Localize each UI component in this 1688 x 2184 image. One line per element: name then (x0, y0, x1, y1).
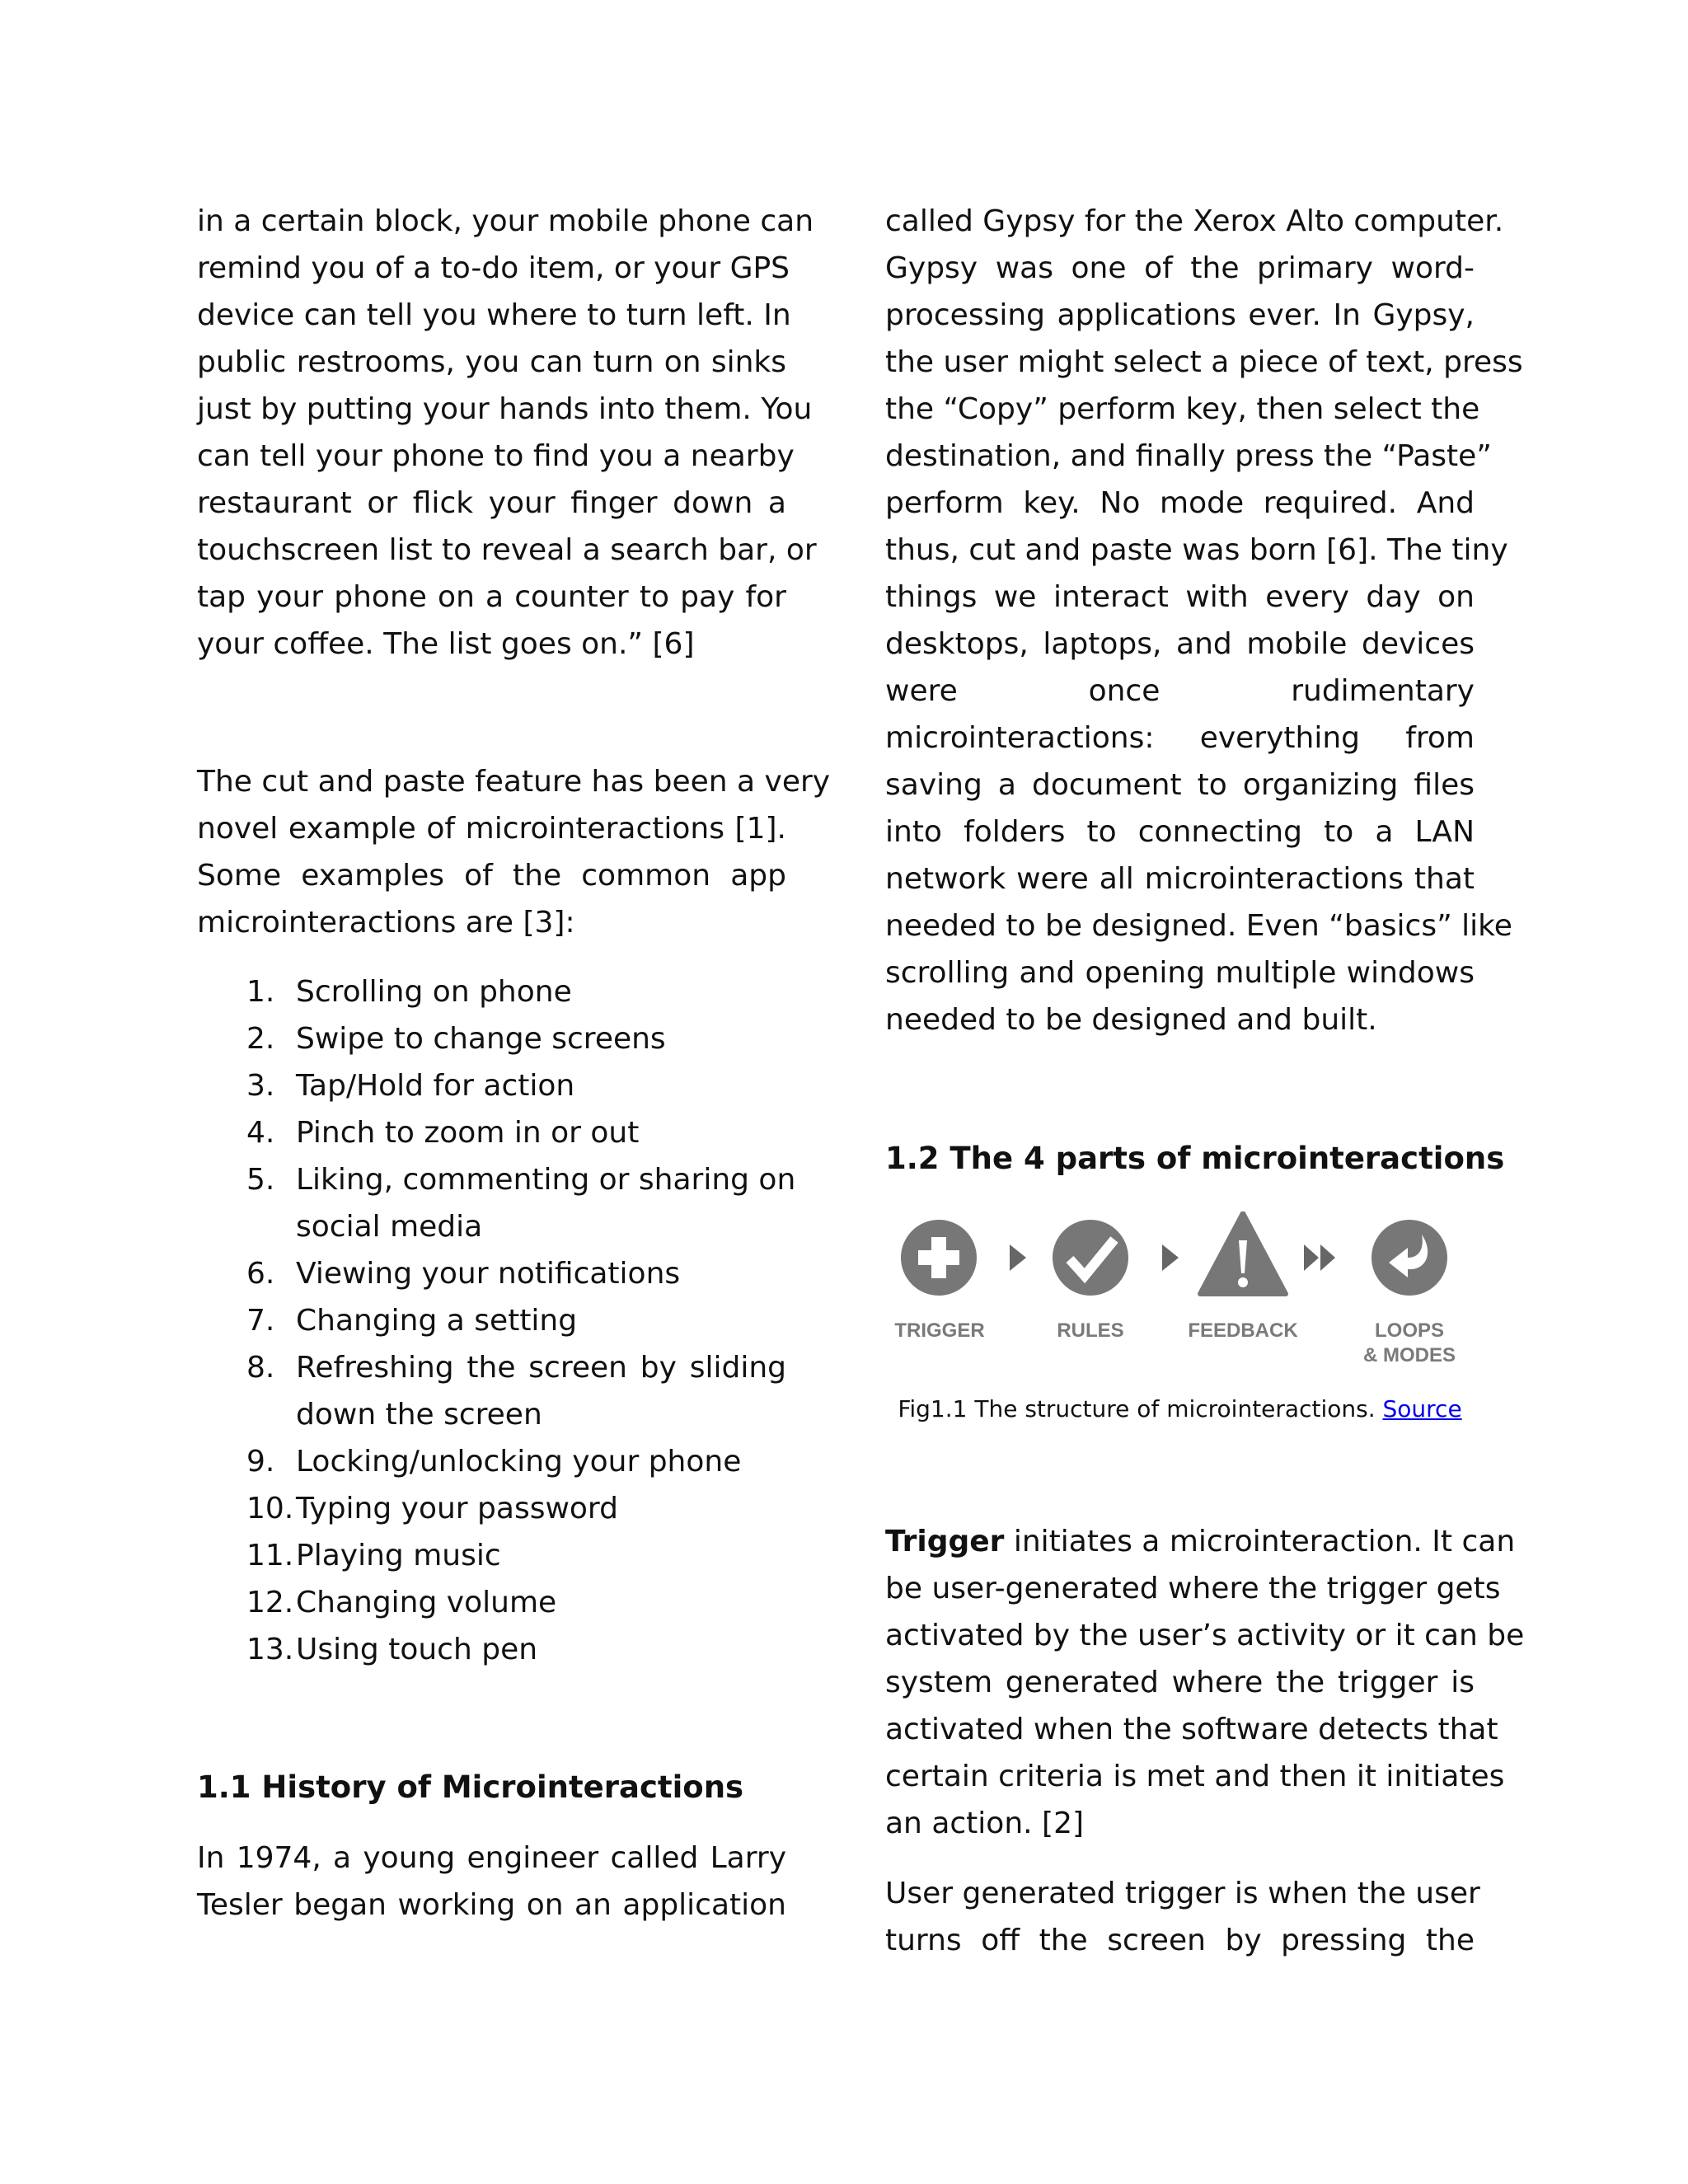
text-line: thus, cut and paste was born [6]. The tiny (885, 533, 1508, 567)
list-text: Viewing your notifications (296, 1257, 681, 1291)
paragraph-user-trigger (885, 1870, 1480, 1964)
text-line: in a certain block, your mobile phone can (197, 204, 814, 238)
text-line: microinteractions: everything from (885, 721, 1475, 755)
list-number: 7. (246, 1304, 275, 1338)
text-line: turns off the screen by pressing the (885, 1924, 1475, 1957)
list-text: Scrolling on phone (296, 975, 572, 1009)
list-text: social media (296, 1210, 483, 1244)
list-item (246, 1062, 786, 1109)
section-heading-parts: 1.2 The 4 parts of microinteractions (885, 1141, 1505, 1176)
list-number: 1. (246, 975, 275, 1009)
paragraph-history (197, 1835, 786, 1929)
paragraph-gypsy (885, 198, 1523, 1043)
text-line: device can tell you where to turn left. In (197, 298, 791, 332)
warning-triangle-icon (1200, 1213, 1286, 1294)
text-line: microinteractions are [3]: (197, 906, 575, 940)
list-number: 6. (246, 1257, 275, 1291)
list-item (246, 1109, 786, 1156)
text-line: novel example of microinteractions [1]. (197, 812, 786, 846)
list-item (246, 1485, 786, 1532)
section-heading-history: 1.1 History of Microinteractions (197, 1769, 744, 1805)
list-text: Swipe to change screens (296, 1022, 666, 1056)
list-item (246, 1532, 786, 1579)
list-number: 3. (246, 1069, 275, 1103)
list-item (246, 1626, 786, 1673)
label-modes: & MODES (1362, 1344, 1456, 1366)
list-item (246, 1250, 786, 1297)
list-number: 8. (246, 1351, 275, 1385)
text-line: destination, and finally press the “Paste” (885, 439, 1492, 473)
list-number: 5. (246, 1163, 275, 1197)
list-item (246, 1015, 786, 1062)
list-item (246, 1344, 786, 1438)
label-trigger: TRIGGER (894, 1319, 985, 1342)
list-text: Using touch pen (296, 1633, 538, 1666)
text-line: saving a document to organizing files (885, 768, 1475, 802)
text-line: the “Copy” perform key, then select the (885, 392, 1480, 426)
list-number: 2. (246, 1022, 275, 1056)
list-item (246, 968, 786, 1015)
text-line: system generated where the trigger is (885, 1666, 1475, 1699)
text-line: touchscreen list to reveal a search bar, or (197, 533, 817, 567)
text-line: activated by the user’s activity or it can be (885, 1619, 1525, 1652)
arrow-right-icon (1010, 1244, 1026, 1271)
check-circle-icon (1053, 1220, 1128, 1296)
text-line: Tesler began working on an application (197, 1888, 786, 1922)
list-text: Changing a setting (296, 1304, 578, 1338)
list-text: down the screen (296, 1398, 542, 1432)
caption-text: Fig1.1 The structure of microinteractions. (898, 1395, 1376, 1422)
text-line: were once rudimentary (885, 674, 1475, 708)
text-line: desktops, laptops, and mobile devices (885, 627, 1475, 661)
text-line: needed to be designed and built. (885, 1003, 1377, 1037)
text-line: certain criteria is met and then it initiates (885, 1760, 1505, 1793)
list-text: Refreshing the screen by sliding (296, 1351, 786, 1385)
text-line: processing applications ever. In Gypsy, (885, 298, 1475, 332)
text-line: Gypsy was one of the primary word- (885, 251, 1475, 285)
paragraph-cut-paste (197, 758, 831, 946)
arrow-right-icon (1162, 1244, 1179, 1271)
text-line: User generated trigger is when the user (885, 1877, 1480, 1910)
text-line: just by putting your hands into them. You (197, 392, 813, 426)
text-line: your coffee. The list goes on.” [6] (197, 627, 695, 661)
list-text: Typing your password (296, 1492, 618, 1526)
text-line: into folders to connecting to a LAN (885, 815, 1475, 849)
text-line: public restrooms, you can turn on sinks (197, 345, 786, 379)
list-number: 11. (246, 1539, 294, 1572)
list-item (246, 1579, 786, 1626)
text-line: tap your phone on a counter to pay for (197, 580, 786, 614)
text-line: restaurant or flick your finger down a (197, 486, 786, 520)
paragraph-intro (197, 198, 817, 668)
plus-circle-icon (901, 1220, 977, 1296)
text-line: The cut and paste feature has been a very (197, 765, 831, 799)
text-line: the user might select a piece of text, press (885, 345, 1523, 379)
label-feedback: FEEDBACK (1188, 1319, 1298, 1342)
source-link[interactable]: Source (1382, 1395, 1462, 1422)
list-text: Locking/unlocking your phone (296, 1445, 742, 1479)
double-arrow-right-icon (1304, 1244, 1319, 1271)
list-item (246, 1438, 786, 1485)
text-line: In 1974, a young engineer called Larry (197, 1841, 786, 1875)
text-line: be user-generated where the trigger gets (885, 1572, 1501, 1605)
text-line: can tell your phone to find you a nearby (197, 439, 795, 473)
text-line: perform key. No mode required. And (885, 486, 1475, 520)
list-text: Liking, commenting or sharing on (296, 1163, 796, 1197)
list-number: 13. (246, 1633, 294, 1666)
list-text: Tap/Hold for action (296, 1069, 575, 1103)
list-number: 4. (246, 1116, 275, 1150)
paragraph-trigger: Trigger initiates a microinteraction. It can be user-generated where the trigger gets activated by the user’s activity or it can be system generated where the trigger is activated when the software detects that certain criteria is met and then it initiates an action. [2] (885, 1518, 1475, 1847)
list-text: Changing volume (296, 1586, 557, 1619)
list-number: 10. (246, 1492, 294, 1526)
label-rules: RULES (1057, 1319, 1124, 1342)
list-text: Playing music (296, 1539, 501, 1572)
text-line: Some examples of the common app (197, 859, 786, 893)
list-number: 12. (246, 1586, 294, 1619)
text-line: network were all microinteractions that (885, 862, 1475, 896)
text-line: activated when the software detects that (885, 1713, 1498, 1746)
trigger-term: Trigger (885, 1525, 1005, 1558)
list-item (246, 1297, 786, 1344)
list-item (246, 1156, 796, 1250)
text-line: needed to be designed. Even “basics” like (885, 909, 1512, 943)
text-line: an action. [2] (885, 1807, 1085, 1840)
microinteraction-examples-list (246, 968, 796, 1673)
list-text: Pinch to zoom in or out (296, 1116, 640, 1150)
label-loops: LOOPS (1374, 1319, 1444, 1342)
text-line: remind you of a to-do item, or your GPS (197, 251, 790, 285)
figure-caption (885, 1391, 1475, 1427)
microinteraction-structure-figure (890, 1212, 1475, 1376)
list-number: 9. (246, 1445, 275, 1479)
text-line: things we interact with every day on (885, 580, 1475, 614)
text-line: scrolling and opening multiple windows (885, 956, 1475, 990)
text-line: called Gypsy for the Xerox Alto computer. (885, 204, 1504, 238)
return-arrow-circle-icon (1372, 1220, 1447, 1296)
